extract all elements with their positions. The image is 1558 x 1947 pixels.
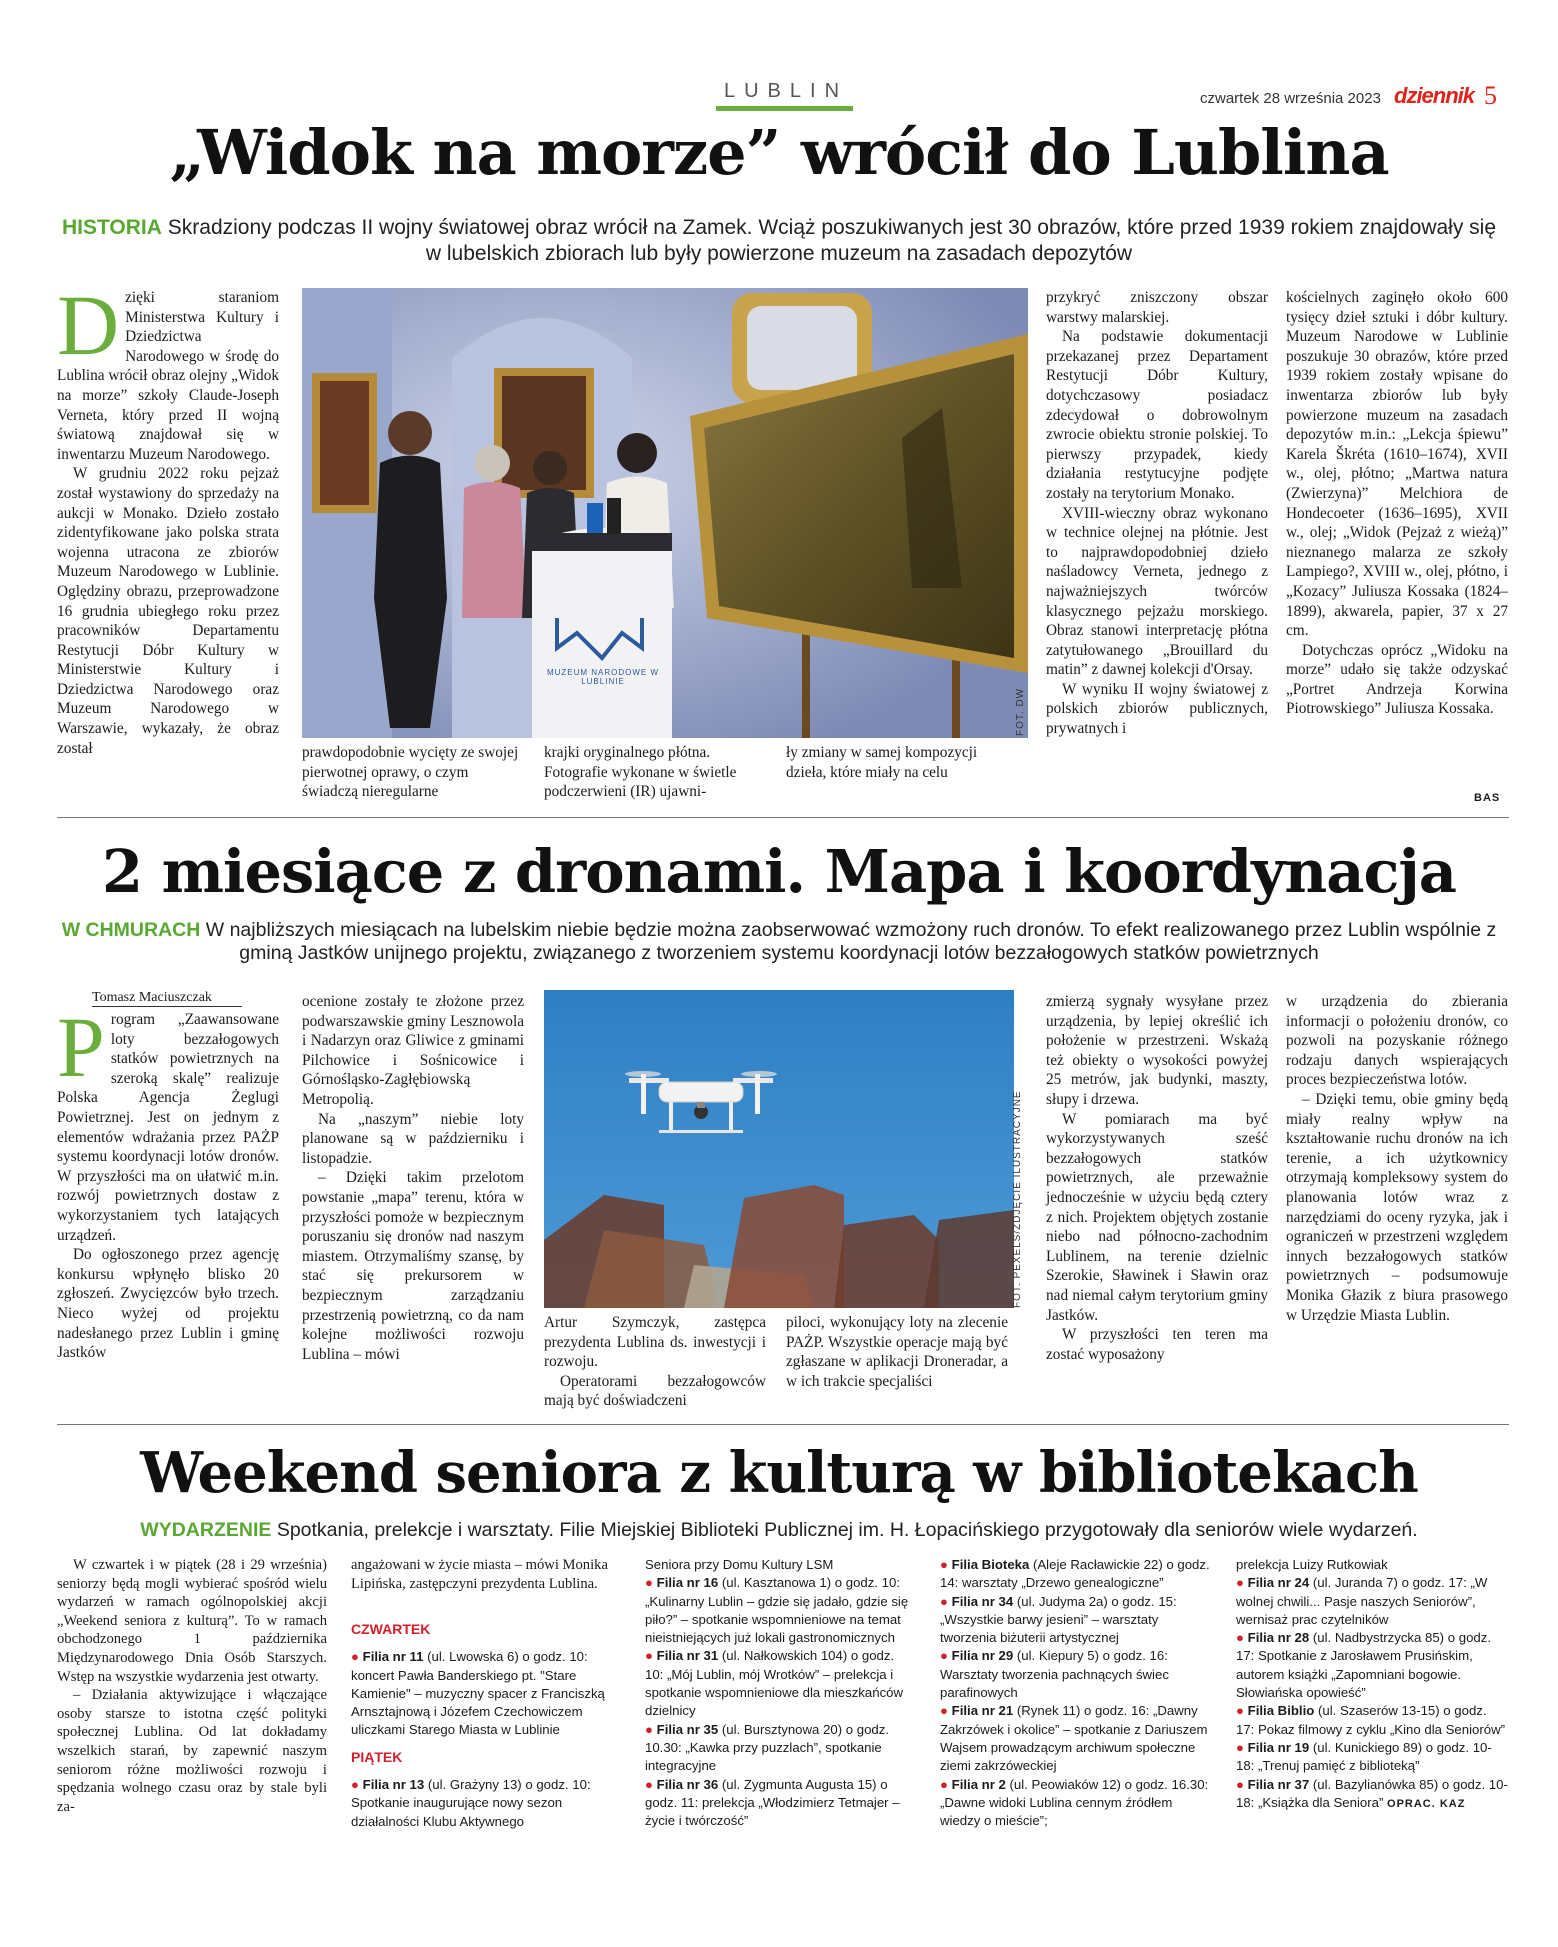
event-item: ● Filia nr 36 (ul. Zygmunta Augusta 15) o godz. 11: prelekcja „Włodzimierz Tetmajer – życie i twórczość”: [645, 1776, 900, 1829]
article-1-under-photo-c: ły zmiany w samej kompozycji dzieła, które miały na celu: [786, 744, 978, 781]
day-header-friday: PIĄTEK: [351, 1748, 403, 1765]
museum-photo: [302, 288, 1028, 738]
divider-1: [57, 817, 1509, 818]
event-item: ● Filia nr 31 (ul. Nałkowskich 104) o godz. 10: „Mój Lublin, mój Wrotków” – prelekcja i spotkanie wspomnieniowe dla mieszkańców dzielnicy: [645, 1648, 904, 1719]
podium-logo-text: MUZEUM NARODOWE W LUBLINIE: [546, 668, 660, 686]
drone-photo-illustration: [544, 990, 1014, 1308]
article-1-column-5: kościelnych zaginęło około 600 tysięcy dzieł sztuki i dóbr kultury. Muzeum Narodowe w Lublinie poszukuje 30 obrazów, które przed 1939 rokiem zostały wpisane do inwentarza zbiorów lub były powierzone muzeum na zasadach depozytów m.in.: „Lekcja śpiewu” Karela Škréta (1610–1674), XVII w., olej, płótno; „Martwa natura (Zwierzyna)” Melchiora de Hondecoeter (1636–1695), XVII w., olej; „Widok (Pejzaż z wieżą)” nieznanego malarza ze szkoły Lampiego?, XVIII w., olej, płótno, i „Kozacy” Juliusza Kossaka (1824–1899), akwarela, papier, 37 x 27 cm. Dotychczas oprócz „Widoku na morze” udało się także odzyskać „Portret Andrzeja Korwina Piotrowskiego” Juliusza Kossaka.: [1286, 289, 1508, 718]
event-item: ● Filia nr 37 (ul. Bazylianówka 85) o godz. 10-18: „Książka dla Seniora” OPRAC. KAZ: [1236, 1776, 1508, 1810]
article-2-column-2: ocenione zostały te złożone przez podwarszawskie gminy Lesznowola i Nadarzyn oraz Gliwice z gminami Pilchowice i Sośnicowice i Górnośląsko-Zagłębiowską Metropolią. Na „naszym” niebie loty planowane są w październiku i listopadzie. – Dzięki takim przelotom powstanie „mapa” terenu, która w przyszłości pomoże w bezpiecznym poruszaniu się dronów nad naszym miastem. Otrzymaliśmy szansę, by stać się prekursorem w bezpiecznym zarządzaniu przestrzenią powietrzną, co da nam kolejne możliwości rozwoju Lublina – mówi: [302, 993, 524, 1363]
event-item: ● Filia nr 28 (ul. Nadbystrzycka 85) o godz. 17: Spotkanie z Jarosławem Prusińskim, autorem książki „Zapomniani bogowie. Słowiańska opowieść”: [1236, 1630, 1491, 1701]
article-2-headline: 2 miesiące z dronami. Mapa i koordynacja: [102, 837, 1456, 906]
article-3-events-column-5: prelekcja Luizy Rutkowiak ● Filia nr 24 (ul. Juranda 7) o godz. 17: „W wolnej chwili... Pasje naszych Seniorów”, wernisaż prac czytelników ● Filia nr 28 (ul. Nadbystrzycka 85) o godz. 17: Spotkanie z Jarosławem Prusińskim, autorem książki „Zapomniani bogowie. Słowiańska opowieść” ● Filia Biblio (ul. Szaserów 13-15) o godz. 17: Pokaz filmowy z cyklu „Kino dla Seniorów” ● Filia nr 19 (ul. Kunickiego 89) o godz. 10-18: „Trenuj pamięć z biblioteką” ● Filia nr 37 (ul. Bazylianówka 85) o godz. 10-18: „Książka dla Seniora” OPRAC. KAZ: [1236, 1556, 1508, 1813]
article-3-events-column-2: [351, 1612, 623, 1831]
article-1-kicker: HISTORIA: [61, 216, 162, 239]
article-2-column-4: zmierzą sygnały wysyłane przez urządzenia, by lepiej określić ich położenie w przestrzeni. Wskażą też obiekty o wysokości powyżej 25 metrów, jak budynki, maszty, słupy i drzewa. W pomiarach ma być wykorzystywanych sześć bezzałogowych statków powietrznych, ale przeważnie jednocześnie w użyciu będą cztery z nich. Projektem objętych zostanie niebo nad północno-zachodnim Lublinem, na terenie dzielnic Szerokie, Sławinek i Sławin oraz nad niemal całym terytorium gminy Jastków. W przyszłości ten teren ma zostać wyposażony: [1046, 993, 1268, 1363]
article-1-column-1: Dzięki staraniom Ministerstwa Kultury i Dziedzictwa Narodowego w środę do Lublina wrócił obraz olejny „Widok na morze” szkoły Claude-Joseph Verneta, który przed II wojną światową znajdował się w inwentarzu Muzeum Narodowego. W grudniu 2022 roku pejzaż został wystawiony do sprzedaży na aukcji w Monako. Dzieło zostało zidentyfikowane jako polska strata wojenna utracona ze zbiorów Muzeum Narodowego w Lublinie. Oględziny obrazu, przeprowadzone 16 grudnia ubiegłego roku przez pracowników Departamentu Restytucji Dóbr Kultury w Ministerstwie Kultury i Dziedzictwa Narodowego oraz Muzeum Narodowego w Warszawie, wykazały, że obraz został: [57, 277, 279, 757]
article-2-under-photo-a: Artur Szymczyk, zastępca prezydenta Lublina ds. inwestycji i rozwoju. Operatorami bezzałogowców mają być doświadczeni: [544, 1314, 766, 1410]
article-3-column-2: angażowani w życie miasta – mówi Monika Lipińska, zastępczyni prezydenta Lublina.: [351, 1557, 608, 1592]
event-item: ● Filia nr 35 (ul. Bursztynowa 20) o godz. 10.30: „Kawka przy puzzlach”, spotkanie integracyjne: [645, 1721, 890, 1774]
article-2-kicker: W CHMURACH: [61, 919, 201, 941]
divider-2: [57, 1424, 1509, 1425]
article-2-dropcap: P: [57, 999, 105, 1095]
article-3-kicker: WYDARZENIE: [140, 1519, 272, 1541]
article-1-column-4: przykryć zniszczony obszar warstwy malarskiej. Na podstawie dokumentacji przekazanej przez Departament Restytucji Dóbr Kultury, dotychczasowy posiadacz zdecydował o dobrowolnym zwrocie obiektu stronie polskiej. To pierwszy przypadek, kiedy działania restytucyjne podjęte zostały na terytorium Monako. XVIII-wieczny obraz wykonano w technice olejnej na płótnie. Jest to najprawdopodobniej dzieło naśladowcy Verneta, jednego z najważniejszych twórców klasycznego pejzażu morskiego. Obraz stanowi interpretację płótna zatytułowanego „Brouillard du matin” z dawnej kolekcji d'Orsay. W wyniku II wojny światowej z polskich zbiorów publicznych, prywatnych i: [1046, 289, 1268, 738]
event-item: ● Filia Biblio (ul. Szaserów 13-15) o godz. 17: Pokaz filmowy z cyklu „Kino dla Seniorów”: [1236, 1703, 1505, 1737]
article-3-events-column-3: Seniora przy Domu Kultury LSM ● Filia nr 16 (ul. Kasztanowa 1) o godz. 10: „Kulinarny Lublin – gdzie się jadało, gdzie się piło?” – spotkanie wspomnieniowe na temat nieistniejących już lokali gastronomicznych ● Filia nr 31 (ul. Nałkowskich 104) o godz. 10: „Mój Lublin, mój Wrotków” – prelekcja i spotkanie wspomnieniowe dla mieszkańców dzielnicy ● Filia nr 35 (ul. Bursztynowa 20) o godz. 10.30: „Kawka przy puzzlach”, spotkanie integracyjne ● Filia nr 36 (ul. Zygmunta Augusta 15) o godz. 11: prelekcja „Włodzimierz Tetmajer – życie i twórczość”: [645, 1556, 915, 1830]
page-number: 5: [1484, 81, 1497, 110]
section-label: LUBLIN: [723, 80, 849, 102]
event-item: ● Filia Bioteka (Aleje Racławickie 22) o godz. 14: warsztaty „Drzewo genealogiczne”: [940, 1557, 1210, 1591]
article-2-column-1: Program „Zaawansowane loty bezzałogowych statków powietrznych na szeroką skalę” realizuje Polska Agencja Żeglugi Powietrznej. Jest on jednym z elementów wdrażania przez PAŻP systemu koordynacji lotów dronów. W przyszłości ma on ułatwić m.in. rozwój powietrznych dostaw z wykorzystaniem tych latających urządzeń. Do ogłoszonego przez agencję konkursu wpłynęło blisko 20 zgłoszeń. Zwycięzców było trzech. Nieco wyżej od projektu nadesłanego przez Lublin i gminę Jastków: [57, 999, 279, 1362]
article-2-under-photo-b: piloci, wykonujący loty na zlecenie PAŻP. Wszystkie operacje mają być zgłaszane w aplikacji Droneradar, a w ich trakcie specjaliści: [786, 1314, 1008, 1390]
article-1-lead-text: Skradziony podczas II wojny światowej obraz wrócił na Zamek. Wciąż poszukiwanych jest 30 obrazów, które przed 1939 rokiem znajdowały się w lubelskich zbiorach lub były powierzone muzeum na zasadach depozytów: [167, 216, 1497, 265]
event-item: ● Filia nr 34 (ul. Judyma 2a) o godz. 15: „Wszystkie barwy jesieni” – warsztaty tworzenia biżuterii artystycznej: [940, 1593, 1177, 1646]
article-3-events-column-4: [940, 1556, 1212, 1830]
article-1-lead: [60, 215, 1498, 267]
event-item: ● Filia nr 11 (ul. Lwowska 6) o godz. 10: koncert Pawła Banderskiego pt. "Stare Kamienie" – muzyczny spacer z Franciszką Arnsztajnową i Józefem Czechowiczem uliczkami Starego Miasta w Lublinie: [351, 1649, 605, 1738]
article-1-under-photo-b: krajki oryginalnego płótna. Fotografie wykonane w świetle podczerwieni (IR) ujawni-: [544, 744, 737, 801]
article-2-column-5: w urządzenia do zbierania informacji o położeniu dronów, co pozwoli na pozyskanie różnego rodzaju danych wspierających proces bezpieczeństwa lotów. – Dzięki temu, obie gminy będą miały realny wpływ na kształtowanie ruchu dronów na ich terenie, a ich użytkownicy otrzymają kompleksowy system do planowania lotów wraz z narzędziami do oceny ryzyka, jak i ograniczeń w przestrzeni względem innych bezzałogowych statków powietrznych – podsumowuje Monika Głazik z biura prasowego w Urzędzie Miasta Lublin.: [1286, 993, 1508, 1324]
event-item: ● Filia nr 2 (ul. Peowiaków 12) o godz. 16.30: „Dawne widoki Lublina cennym źródłem wiedzy o mieście”;: [940, 1776, 1209, 1829]
day-header-thursday: CZWARTEK: [351, 1621, 431, 1637]
article-3-lead-text: Spotkania, prelekcje i warsztaty. Filie Miejskiej Biblioteki Publicznej im. H. Łopacińskiego przygotowały dla seniorów wiele wydarzeń.: [276, 1519, 1418, 1541]
newspaper-logo: dziennik: [1394, 83, 1475, 108]
photo-credit-1: FOT. DW: [1015, 687, 1026, 736]
issue-date: czwartek 28 września 2023: [1200, 90, 1381, 107]
article-1-under-photo-a: prawdopodobnie wycięty ze swojej pierwotnej oprawy, o czym świadczą nieregularne: [302, 744, 519, 801]
event-item: ● Filia nr 19 (ul. Kunickiego 89) o godz. 10-18: „Trenuj pamięć z biblioteką”: [1236, 1739, 1492, 1774]
event-item: ● Filia nr 29 (ul. Kiepury 5) o godz. 16: Warsztaty tworzenia pachnących świec parafinowych: [940, 1648, 1169, 1701]
article-2-lead-text: W najbliższych miesiącach na lubelskim niebie będzie można zaobserwować wzmożony ruch dronów. To efekt realizowanego przez Lublin wspólnie z gminą Jastków unijnego projektu, związanego z tworzeniem systemu koordynacji lotów bezzałogowych statków powietrznych: [205, 919, 1497, 964]
article-1-headline: „Widok na morze” wrócił do Lublina: [169, 116, 1389, 189]
article-3-lead: [60, 1518, 1498, 1542]
section-underline: [716, 106, 853, 111]
article-3-column-1: W czwartek i w piątek (28 i 29 września) seniorzy będą mogli wybierać spośród wielu wydarzeń w ramach ogólnopolskiej akcji „Weekend seniora z kulturą”. To w ramach obchodzonego 1 października Międzynarodowego Dnia Osób Starszych. Wstęp na wszystkie wydarzenia jest otwarty. – Działania aktywizujące i włączające osoby starsze to istotna część polityki społecznej Lublina. Od lat dokładamy wszelkich starań, by zapewnić naszym seniorom różne możliwości rozwoju i spędzania wolnego czasu oraz by stale byli za-: [57, 1557, 327, 1815]
event-item: ● Filia nr 16 (ul. Kasztanowa 1) o godz. 10: „Kulinarny Lublin – gdzie się jadało, gdzie się piło?” – spotkanie wspomnieniowe na temat nieistniejących już lokali gastronomicznych: [645, 1575, 909, 1646]
event-item: ● Filia nr 13 (ul. Grażyny 13) o godz. 10: Spotkanie inaugurujące nowy sezon działalności Klubu Aktywnego: [351, 1777, 591, 1829]
photo-credit-2: FOT. PEXELS/ZDJĘCIE ILUSTRACYJNE: [1012, 1090, 1023, 1308]
article-3-headline: Weekend seniora z kulturą w bibliotekach: [140, 1440, 1418, 1506]
article-1-signature: BAS: [1474, 792, 1501, 804]
drone-photo: [544, 990, 1014, 1308]
article-2-lead: [60, 919, 1498, 965]
article-3-signature: OPRAC. KAZ: [1387, 1797, 1466, 1810]
article-2-author: Tomasz Maciuszczak: [92, 990, 242, 1007]
event-item: ● Filia nr 24 (ul. Juranda 7) o godz. 17: „W wolnej chwili... Pasje naszych Seniorów”, wernisaż prac czytelników: [1236, 1575, 1488, 1627]
article-1-dropcap: D: [57, 277, 120, 373]
event-item: ● Filia nr 21 (Rynek 11) o godz. 16: „Dawny Zakrzówek i okolice” – spotkanie z Dariuszem Wajsem prowadzącym archiwum społeczne ziemi zakrzóweckiej: [940, 1703, 1208, 1774]
